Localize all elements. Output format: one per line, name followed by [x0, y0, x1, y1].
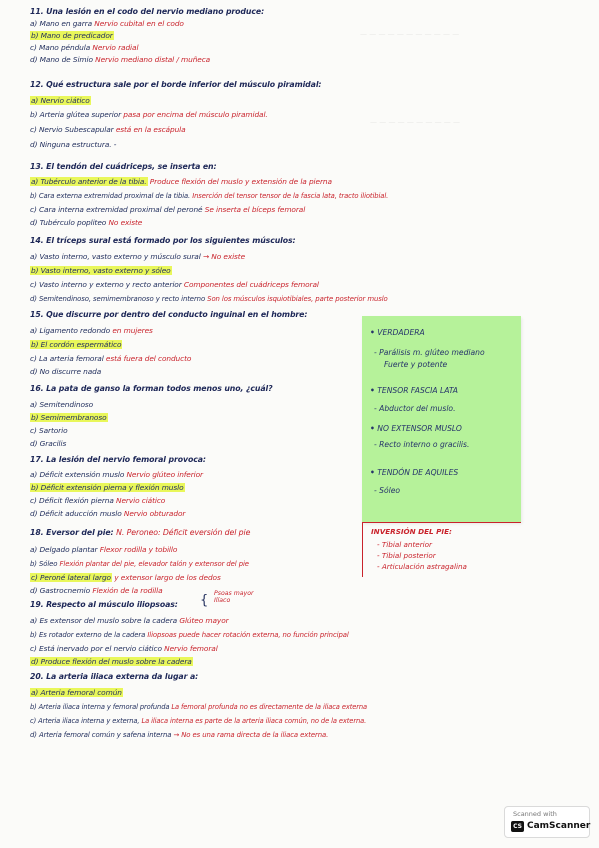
q11-option-a [30, 19, 184, 29]
q17-option-d [30, 509, 185, 519]
q20-c-note: La iliaca interna es parte de la arteria iliaca común, no de la externa. [141, 717, 367, 725]
q12-option-b [30, 110, 268, 120]
inversion-note-box [362, 522, 521, 577]
q18-option-a [30, 545, 177, 555]
q14-option-a [30, 252, 245, 262]
q18-a-text: a) Delgado plantar [30, 545, 98, 554]
q16-a-text: a) Semitendinoso [30, 400, 94, 409]
q12-a-text: a) Nervio ciático [31, 96, 90, 105]
sticky-item-3-line-1: - Recto interno o gracilis. [374, 440, 470, 449]
q17-c-text: c) Déficit flexión pierna [30, 496, 114, 505]
q19-c-text: c) Está inervado por el nervio ciático [30, 644, 162, 653]
sticky-item-4-title-row [370, 468, 458, 478]
q13-option-c [30, 205, 305, 215]
q19-a-text: a) Es extensor del muslo sobre la cadera [30, 616, 178, 625]
q20-d-text: d) Arteria femoral común y safena interna [30, 731, 172, 739]
q19-d-text: d) Produce flexión del muslo sobre la cadera [31, 657, 192, 666]
q15-c-text: c) La arteria femoral [30, 354, 104, 363]
q20-d-note: → No es una rama directa de la iliaca externa. [173, 731, 329, 739]
question-16-title: 16. La pata de ganso la forman todos menos uno, ¿cuál? [30, 384, 273, 393]
q14-a-text: a) Vasto interno, vasto externo y músculo sural [30, 252, 201, 261]
q19-c-note: Nervio femoral [164, 644, 218, 653]
q15-option-b [30, 340, 122, 350]
q11-d-note: Nervio mediano distal / muñeca [95, 55, 211, 64]
camscanner-stamp [504, 806, 590, 838]
q18-c-note: y extensor largo de los dedos [114, 573, 221, 582]
q20-option-b [30, 702, 367, 712]
bullet-icon: • [370, 468, 375, 477]
q20-option-a [30, 688, 123, 698]
q15-a-text: a) Ligamento redondo [30, 326, 111, 335]
q14-d-note: Son los músculos isquiotibiales, parte posterior muslo [207, 295, 388, 303]
q14-option-c [30, 280, 319, 290]
q16-c-text: c) Sartorio [30, 426, 68, 435]
q14-c-note: Componentes del cuádriceps femoral [183, 280, 319, 289]
q16-d-text: d) Gracilis [30, 439, 67, 448]
q17-d-text: d) Déficit aducción muslo [30, 509, 122, 518]
question-18-title-row [30, 528, 250, 538]
q18-a-note: Flexor rodilla y tobillo [99, 545, 178, 554]
question-18-title: 18. Eversor del pie: [30, 528, 114, 537]
q12-option-c [30, 125, 186, 135]
q15-option-d [30, 367, 101, 377]
q14-c-text: c) Vasto interno y externo y recto anterior [30, 280, 182, 289]
q19-b-note: Iliopsoas puede hacer rotación externa, no función principal [147, 631, 349, 639]
scanned-with-label: Scanned with [513, 810, 557, 818]
q20-option-d [30, 730, 328, 740]
show-through-text: — — — — — — — — — — — [360, 30, 460, 38]
q12-c-note: está en la escápula [115, 125, 186, 134]
question-15-title: 15. Que discurre por dentro del conducto inguinal en el hombre: [30, 310, 308, 319]
q20-b-text: b) Arteria iliaca interna y femoral profunda [30, 703, 170, 711]
q18-d-note: Flexión de la rodilla [92, 586, 163, 595]
q15-c-note: está fuera del conducto [105, 354, 192, 363]
q17-b-text: b) Déficit extensión pierna y flexión muslo [31, 483, 184, 492]
sticky-item-2-line-1: - Abductor del muslo. [374, 404, 456, 413]
q12-b-note: pasa por encima del músculo piramidal. [123, 110, 268, 119]
q12-c-text: c) Nervio Subescapular [30, 125, 114, 134]
q15-a-note: en mujeres [112, 326, 153, 335]
q12-option-a [30, 96, 91, 106]
q17-d-note: Nervio obturador [123, 509, 186, 518]
q18-option-d [30, 586, 163, 596]
q19-option-d [30, 657, 193, 667]
q15-d-text: d) No discurre nada [30, 367, 102, 376]
q16-option-d [30, 439, 66, 449]
q11-d-text: d) Mano de Simio [30, 55, 93, 64]
q14-option-b [30, 266, 172, 276]
q19-option-a [30, 616, 229, 626]
q11-option-c [30, 43, 138, 53]
q18-d-text: d) Gastrocnemio [30, 586, 91, 595]
q13-b-note: Inserción del tensor tensor de la fascia lata, tracto iliotibial. [192, 192, 389, 200]
question-13-title: 13. El tendón del cuádriceps, se inserta en: [30, 162, 217, 171]
q17-option-a [30, 470, 203, 480]
question-14-title: 14. El tríceps sural está formado por los siguientes músculos: [30, 236, 296, 245]
q17-a-text: a) Déficit extensión muslo [30, 470, 125, 479]
sticky-item-4-line-1: - Sóleo [374, 486, 401, 495]
camscanner-brand: CamScanner [527, 821, 591, 831]
inversion-line-3: - Articulación astragalina [377, 562, 467, 571]
q15-option-a [30, 326, 153, 336]
sticky-item-3-title-row [370, 424, 462, 434]
inversion-line-2: - Tibial posterior [377, 551, 436, 560]
q14-d-text: d) Semitendinoso, semimembranoso y recto interno [30, 295, 206, 303]
q19-brace-note [214, 590, 254, 604]
sticky-item-3-title: NO EXTENSOR MUSLO [377, 424, 462, 433]
q13-option-a [30, 177, 332, 187]
camscanner-logo-icon: CS [511, 821, 524, 832]
q14-a-note: → No existe [202, 252, 246, 261]
sticky-item-1-title: VERDADERA [377, 328, 425, 337]
sticky-item-2-title: TENSOR FASCIA LATA [377, 386, 458, 395]
q12-b-text: b) Arteria glútea superior [30, 110, 122, 119]
q11-c-note: Nervio radial [92, 43, 139, 52]
q16-b-text: b) Semimembranoso [31, 413, 107, 422]
bullet-icon: • [370, 328, 375, 337]
q11-a-note: Nervio cubital en el codo [94, 19, 184, 28]
q20-a-text: a) Arteria femoral común [31, 688, 122, 697]
q17-option-b [30, 483, 185, 493]
q12-d-text: d) Ninguna estructura. - [30, 140, 117, 149]
q20-option-c [30, 716, 366, 726]
q11-option-b [30, 31, 114, 41]
q14-b-text: b) Vasto interno, vasto externo y sóleo [31, 266, 171, 275]
sticky-item-1-line-2: Fuerte y potente [384, 360, 448, 369]
question-20-title: 20. La arteria iliaca externa da lugar a: [30, 672, 199, 681]
q18-title-note: N. Peroneo: Déficit eversión del pie [116, 528, 251, 537]
sticky-item-4-title: TENDÓN DE AQUILES [377, 468, 459, 477]
q15-b-text: b) El cordón espermático [31, 340, 122, 349]
q13-option-b [30, 191, 388, 201]
question-12-title: 12. Qué estructura sale por el borde inferior del músculo piramidal: [30, 80, 322, 89]
q13-c-text: c) Cara interna extremidad proximal del peroné [30, 205, 203, 214]
q20-c-text: c) Arteria iliaca interna y externa, [30, 717, 140, 725]
q16-option-b [30, 413, 108, 423]
q13-d-text: d) Tubérculo popliteo [30, 218, 107, 227]
q15-option-c [30, 354, 191, 364]
inversion-title: INVERSIÓN DEL PIE: [371, 527, 452, 536]
q16-option-a [30, 400, 93, 410]
q19-a-note: Glúteo mayor [179, 616, 229, 625]
q18-b-note: Flexión plantar del pie, elevador talón y extensor del pie [59, 560, 249, 568]
q17-a-note: Nervio glúteo inferior [126, 470, 203, 479]
q20-b-note: La femoral profunda no es directamente de la iliaca externa [171, 703, 368, 711]
q17-option-c [30, 496, 165, 506]
q18-c-text: c) Peroné lateral largo [31, 573, 111, 582]
sticky-item-1-title-row [370, 328, 425, 338]
q14-option-d [30, 294, 388, 304]
brace-icon: { [200, 593, 209, 608]
q13-a-note: Produce flexión del muslo y extensión de la pierna [149, 177, 332, 186]
bullet-icon: • [370, 424, 375, 433]
q19-brace-note-2: Ilíaco [214, 597, 231, 604]
sticky-item-2-title-row [370, 386, 458, 396]
q11-b-text: b) Mano de predicador [31, 31, 113, 40]
show-through-text: — — — — — — — — — — [370, 118, 461, 126]
q11-a-text: a) Mano en garra [30, 19, 93, 28]
question-17-title: 17. La lesión del nervio femoral provoca: [30, 455, 206, 464]
q18-option-c [30, 573, 221, 583]
q17-c-note: Nervio ciático [116, 496, 166, 505]
q12-option-d [30, 140, 116, 150]
sticky-item-1-line-1: - Parálisis m. glúteo mediano [374, 348, 485, 357]
sticky-note [362, 316, 521, 522]
q13-c-note: Se inserta el bíceps femoral [204, 205, 306, 214]
q19-option-b [30, 630, 349, 640]
inversion-line-1: - Tibial anterior [377, 540, 433, 549]
q18-b-text: b) Sóleo [30, 560, 58, 568]
q19-brace-note-1: Psoas mayor [214, 590, 254, 597]
q11-c-text: c) Mano péndula [30, 43, 91, 52]
question-19-title: 19. Respecto al músculo iliopsoas: [30, 600, 178, 609]
q16-option-c [30, 426, 68, 436]
bullet-icon: • [370, 386, 375, 395]
q19-b-text: b) Es rotador externo de la cadera [30, 631, 146, 639]
q11-option-d [30, 55, 210, 65]
q13-d-note: No existe [108, 218, 143, 227]
q13-a-text: a) Tubérculo anterior de la tibia. [31, 177, 147, 186]
q18-option-b [30, 559, 249, 569]
q13-b-text: b) Cara externa extremidad proximal de la tibia. [30, 192, 191, 200]
question-11-title: 11. Una lesión en el codo del nervio mediano produce: [30, 7, 265, 16]
q19-option-c [30, 644, 218, 654]
q13-option-d [30, 218, 142, 228]
